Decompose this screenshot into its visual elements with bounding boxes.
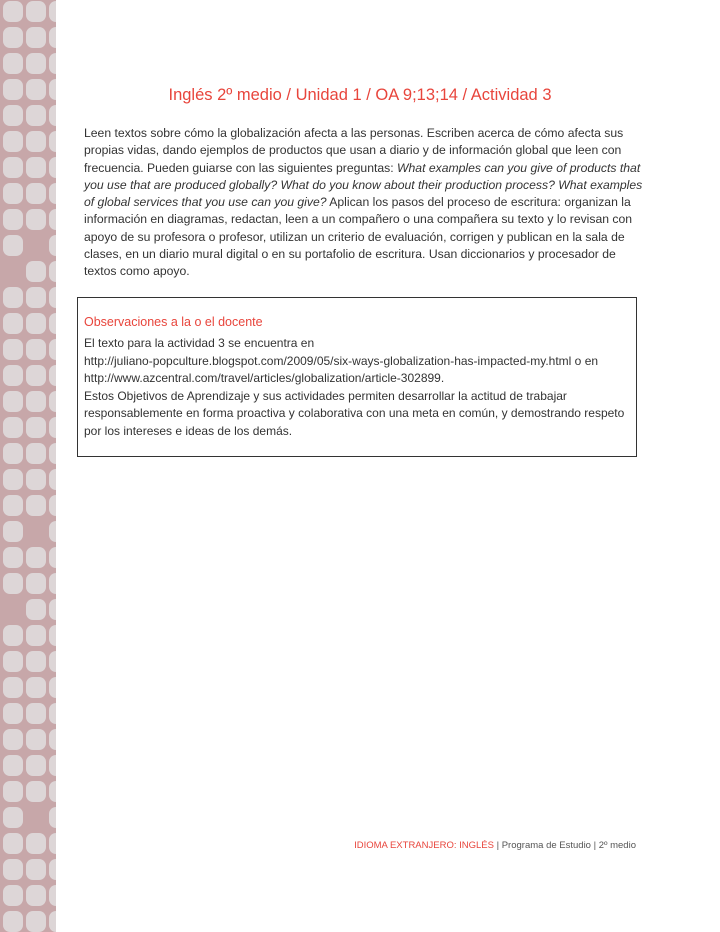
sidebar-square	[26, 547, 46, 568]
sidebar-square	[26, 703, 46, 724]
sidebar-square	[49, 625, 56, 646]
sidebar-square	[26, 79, 46, 100]
sidebar-square	[26, 781, 46, 802]
sidebar-square	[26, 885, 46, 906]
activity-text: Leen textos sobre cómo la globalización afecta a las personas. Escriben acerca de cómo afecta sus propias vidas, dando ejemplos de productos que usan a diario y de información global que leen con frecuencia. Pueden guiarse con las siguientes preguntas:	[84, 126, 624, 175]
sidebar-square	[26, 729, 46, 750]
sidebar-square	[3, 209, 23, 230]
sidebar-square	[49, 53, 56, 74]
sidebar-square	[26, 27, 46, 48]
sidebar-square	[3, 859, 23, 880]
sidebar-square	[49, 287, 56, 308]
sidebar-square	[3, 1, 23, 22]
sidebar-square	[3, 547, 23, 568]
sidebar-square	[49, 573, 56, 594]
sidebar-square	[3, 235, 23, 256]
sidebar-square	[49, 1, 56, 22]
sidebar-square	[49, 27, 56, 48]
sidebar-square	[3, 755, 23, 776]
observations-paragraph: Estos Objetivos de Aprendizaje y sus actividades permiten desarrollar la actitud de trabajar responsablemente en forma proactiva y colaborativa con una meta en común, y demostrando respeto por los intereses e ideas de los demás.	[84, 388, 625, 438]
observations-link-1[interactable]: http://juliano-popculture.blogspot.com/2009/05/six-ways-globalization-has-impacted-my.html o en	[84, 353, 599, 368]
sidebar-square	[49, 209, 56, 230]
observations-title: Observaciones a la o el docente	[84, 315, 263, 329]
sidebar-square	[3, 495, 23, 516]
footer-separator-2: |	[590, 840, 599, 851]
sidebar-square	[49, 703, 56, 724]
sidebar-square	[49, 807, 56, 828]
sidebar-square	[3, 885, 23, 906]
sidebar-square	[49, 131, 56, 152]
sidebar-square	[3, 833, 23, 854]
sidebar-square	[3, 573, 23, 594]
sidebar-square	[26, 625, 46, 646]
sidebar-square	[3, 339, 23, 360]
sidebar-square	[49, 755, 56, 776]
sidebar-square	[49, 313, 56, 334]
sidebar-square	[26, 651, 46, 672]
sidebar-square	[49, 885, 56, 906]
sidebar-square	[3, 365, 23, 386]
sidebar-square	[49, 79, 56, 100]
sidebar-square	[3, 443, 23, 464]
sidebar-square	[26, 443, 46, 464]
sidebar-square	[49, 677, 56, 698]
sidebar-square	[3, 79, 23, 100]
sidebar-square	[49, 339, 56, 360]
sidebar-square	[3, 521, 23, 542]
sidebar-square	[3, 703, 23, 724]
sidebar-square	[49, 235, 56, 256]
sidebar-square	[3, 729, 23, 750]
sidebar-square	[49, 651, 56, 672]
sidebar-square	[3, 105, 23, 126]
sidebar-square	[26, 105, 46, 126]
sidebar-square	[49, 911, 56, 932]
activity-description	[84, 125, 644, 281]
sidebar-square	[26, 157, 46, 178]
sidebar-square	[26, 391, 46, 412]
activity-questions: What examples can you give of products that you use that are produced globally? What do you know about their production process? What examples of global services that you use can you give?	[84, 160, 643, 210]
sidebar-square	[3, 911, 23, 932]
sidebar-square	[26, 1, 46, 22]
sidebar-square	[26, 183, 46, 204]
sidebar-square	[26, 417, 46, 438]
sidebar-square	[3, 417, 23, 438]
sidebar-square	[26, 209, 46, 230]
sidebar-square	[49, 859, 56, 880]
sidebar-square	[26, 755, 46, 776]
sidebar-square	[26, 495, 46, 516]
sidebar-square	[3, 807, 23, 828]
sidebar-square	[26, 261, 46, 282]
footer-subject: IDIOMA EXTRANJERO: INGLÉS	[354, 840, 494, 851]
sidebar-square	[49, 547, 56, 568]
sidebar-square	[49, 391, 56, 412]
sidebar-square	[3, 313, 23, 334]
sidebar-square	[3, 183, 23, 204]
observations-intro: El texto para la actividad 3 se encuentra en	[84, 336, 315, 350]
sidebar-square	[49, 261, 56, 282]
sidebar-square	[49, 781, 56, 802]
sidebar-square	[49, 417, 56, 438]
sidebar-square	[49, 105, 56, 126]
sidebar-square	[3, 677, 23, 698]
page-footer	[354, 840, 636, 851]
sidebar-square	[3, 157, 23, 178]
sidebar-square	[26, 53, 46, 74]
sidebar-square	[49, 469, 56, 490]
sidebar-square	[3, 27, 23, 48]
footer-program: Programa de Estudio	[501, 840, 591, 851]
sidebar-square	[49, 495, 56, 516]
sidebar-square	[3, 651, 23, 672]
observations-box	[77, 297, 637, 457]
observations-link-2[interactable]: http://www.azcentral.com/travel/articles/globalization/article-302899.	[84, 371, 445, 385]
sidebar-square	[3, 287, 23, 308]
decorative-sidebar	[0, 0, 56, 932]
sidebar-square	[26, 859, 46, 880]
activity-text-end: Aplican los pasos del proceso de escritura: organizan la información en diagramas, redactan, leen a un compañero o una compañera su texto y lo revisan con apoyo de su profesora o profesor, utilizan un criterio de evaluación, corrigen y publican en la sala de clases, en un diario mural digital o en su portafolio de escritura. Usan diccionarios y procesador de textos como apoyo.	[84, 195, 633, 279]
sidebar-square	[49, 729, 56, 750]
sidebar-square	[26, 911, 46, 932]
sidebar-square	[49, 833, 56, 854]
sidebar-square	[49, 599, 56, 620]
sidebar-square	[26, 677, 46, 698]
sidebar-square	[26, 833, 46, 854]
sidebar-square	[3, 469, 23, 490]
sidebar-square	[26, 131, 46, 152]
sidebar-square	[26, 287, 46, 308]
sidebar-square	[3, 625, 23, 646]
sidebar-square	[49, 521, 56, 542]
sidebar-square	[26, 313, 46, 334]
sidebar-square	[26, 573, 46, 594]
page-title: Inglés 2º medio / Unidad 1 / OA 9;13;14 / Actividad 3	[168, 86, 552, 104]
sidebar-square	[3, 391, 23, 412]
sidebar-square	[49, 183, 56, 204]
sidebar-square	[49, 443, 56, 464]
sidebar-square	[3, 781, 23, 802]
sidebar-square	[3, 53, 23, 74]
sidebar-square	[26, 599, 46, 620]
sidebar-square	[26, 339, 46, 360]
sidebar-square	[49, 365, 56, 386]
footer-grade: 2º medio	[598, 840, 636, 851]
sidebar-square	[26, 365, 46, 386]
sidebar-square	[3, 131, 23, 152]
sidebar-square	[49, 157, 56, 178]
footer-separator: |	[493, 840, 502, 851]
sidebar-square	[26, 469, 46, 490]
